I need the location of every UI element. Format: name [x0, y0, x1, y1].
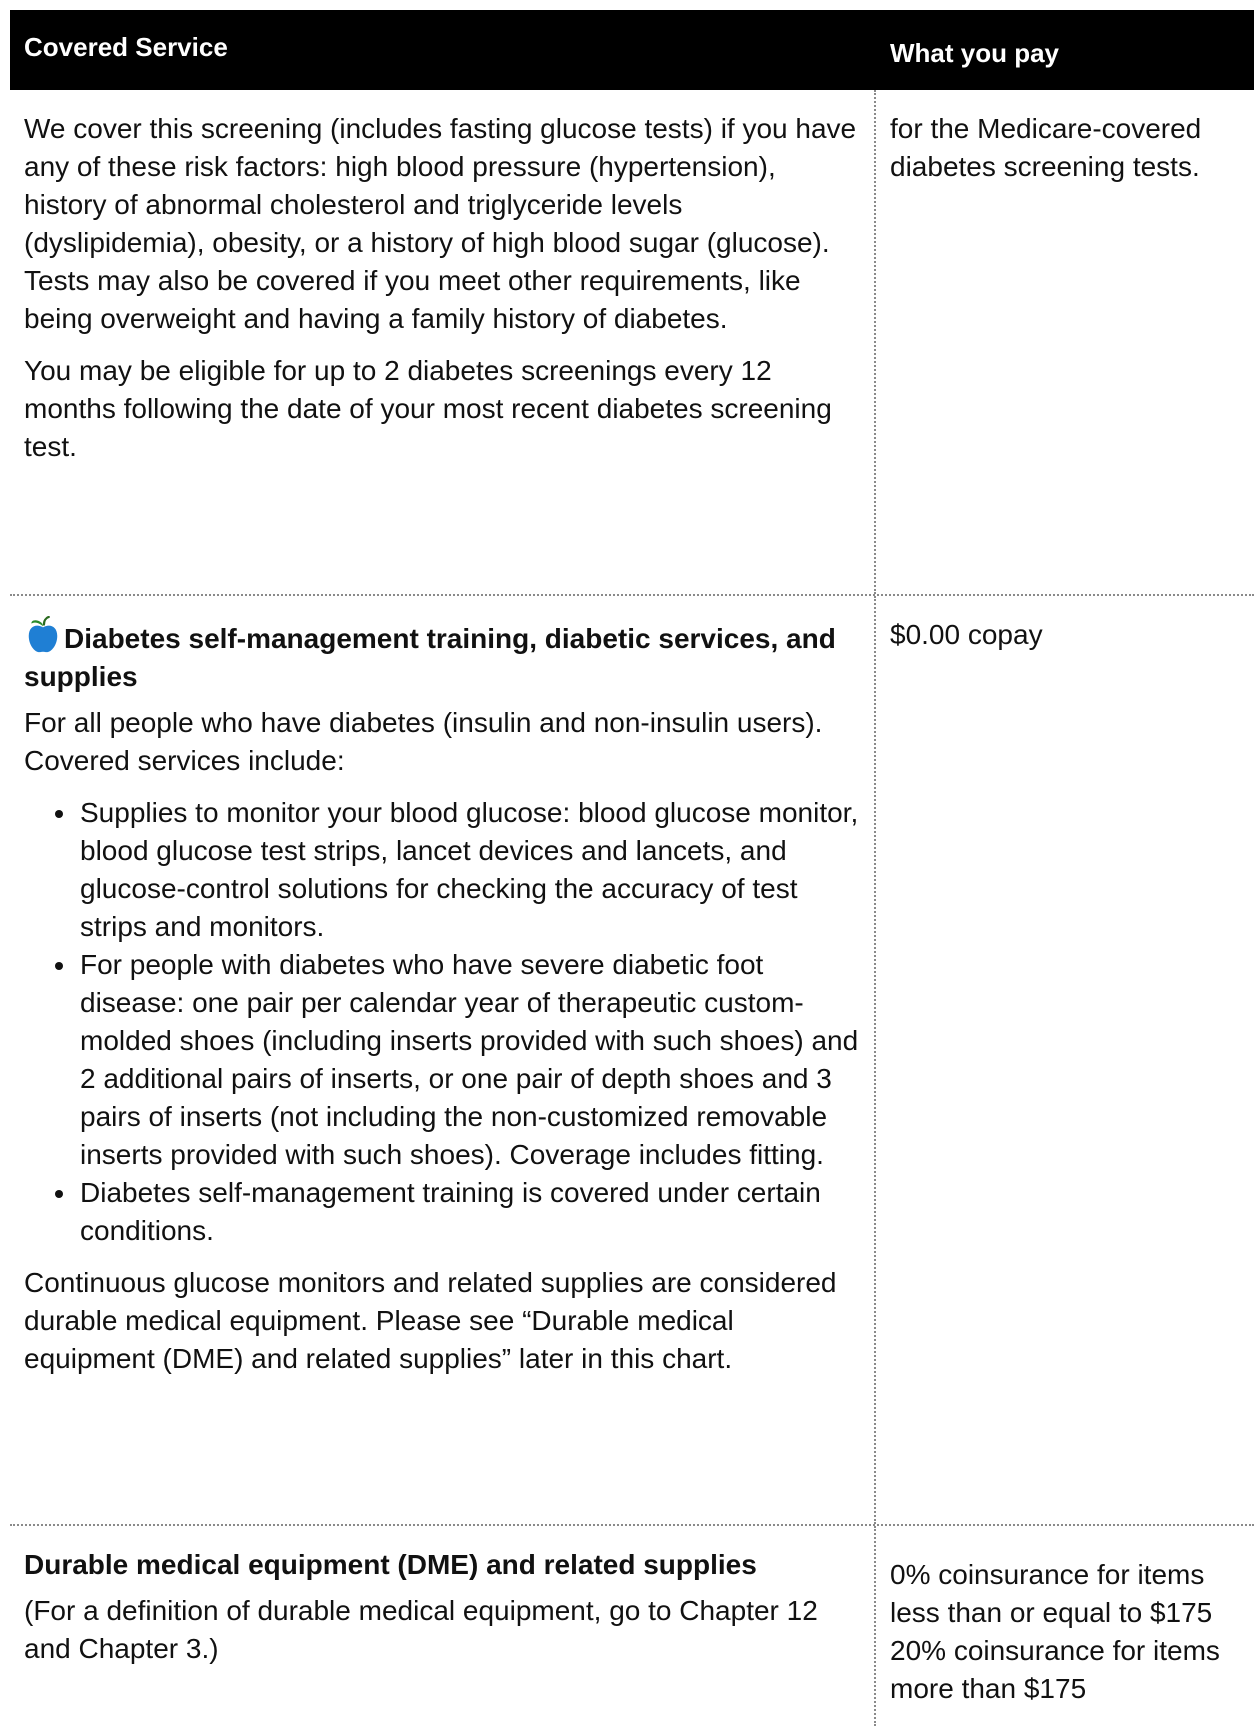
column-divider [874, 90, 876, 594]
service-paragraph: You may be eligible for up to 2 diabetes screenings every 12 months following the date of your most recent diabetes screening test. [24, 355, 832, 462]
covered-service-cell [24, 616, 864, 1392]
service-title-text: Diabetes self-management training, diabetic services, and supplies [24, 623, 836, 692]
what-you-pay-cell [890, 1556, 1250, 1708]
table-row-dme [10, 1526, 1254, 1726]
column-divider [874, 596, 876, 1524]
what-you-pay-header: What you pay [890, 38, 1060, 68]
covered-service-header: Covered Service [24, 32, 228, 62]
list-item: • Supplies to monitor your blood glucose: blood glucose monitor, blood glucose test strips, lancet devices and lancets, and glucose-control solutions for checking the accuracy of test strips and monitors. [78, 794, 864, 946]
service-note: Continuous glucose monitors and related supplies are considered durable medical equipment. Please see “Durable medical equipment (DME) and related supplies” later in this chart. [24, 1267, 837, 1374]
service-paragraph: We cover this screening (includes fasting glucose tests) if you have any of these risk factors: high blood pressure (hypertension), history of abnormal cholesterol and triglyceride levels (dyslipidemia), obesity, or a history of high blood sugar (glucose). Tests may also be covered if you meet other requirements, like being overweight and having a family history of diabetes. [24, 113, 857, 334]
benefits-table [10, 10, 1254, 1704]
column-divider [874, 1526, 876, 1726]
apple-icon [24, 616, 62, 654]
covered-service-cell [24, 110, 864, 480]
service-title [24, 616, 864, 696]
pay-text: $0.00 copay [890, 619, 1043, 650]
pay-line: 0% coinsurance for items less than or equal to $175 [890, 1559, 1213, 1628]
list-item: • Diabetes self-management training is covered under certain conditions. [78, 1174, 864, 1250]
covered-services-list [24, 794, 864, 1250]
pay-text: for the Medicare-covered diabetes screening tests. [890, 113, 1202, 182]
list-item: • For people with diabetes who have severe diabetic foot disease: one pair per calendar year of therapeutic custom-molded shoes (including inserts provided with such shoes) and 2 additional pairs of inserts, or one pair of depth shoes and 3 pairs of inserts (not including the non-customized removable inserts provided with such shoes). Coverage includes fitting. [78, 946, 864, 1174]
table-row-diabetes-self-management [10, 596, 1254, 1526]
covered-service-cell [24, 1546, 864, 1682]
service-paragraph: (For a definition of durable medical equipment, go to Chapter 12 and Chapter 3.) [24, 1595, 818, 1664]
pay-line: 20% coinsurance for items more than $175 [890, 1635, 1220, 1704]
service-intro: For all people who have diabetes (insulin and non-insulin users). Covered services include: [24, 707, 823, 776]
table-header [10, 10, 1254, 90]
what-you-pay-cell [890, 110, 1250, 186]
what-you-pay-cell [890, 616, 1250, 654]
table-row-diabetes-screening [10, 90, 1254, 596]
service-title: Durable medical equipment (DME) and related supplies [24, 1549, 757, 1580]
